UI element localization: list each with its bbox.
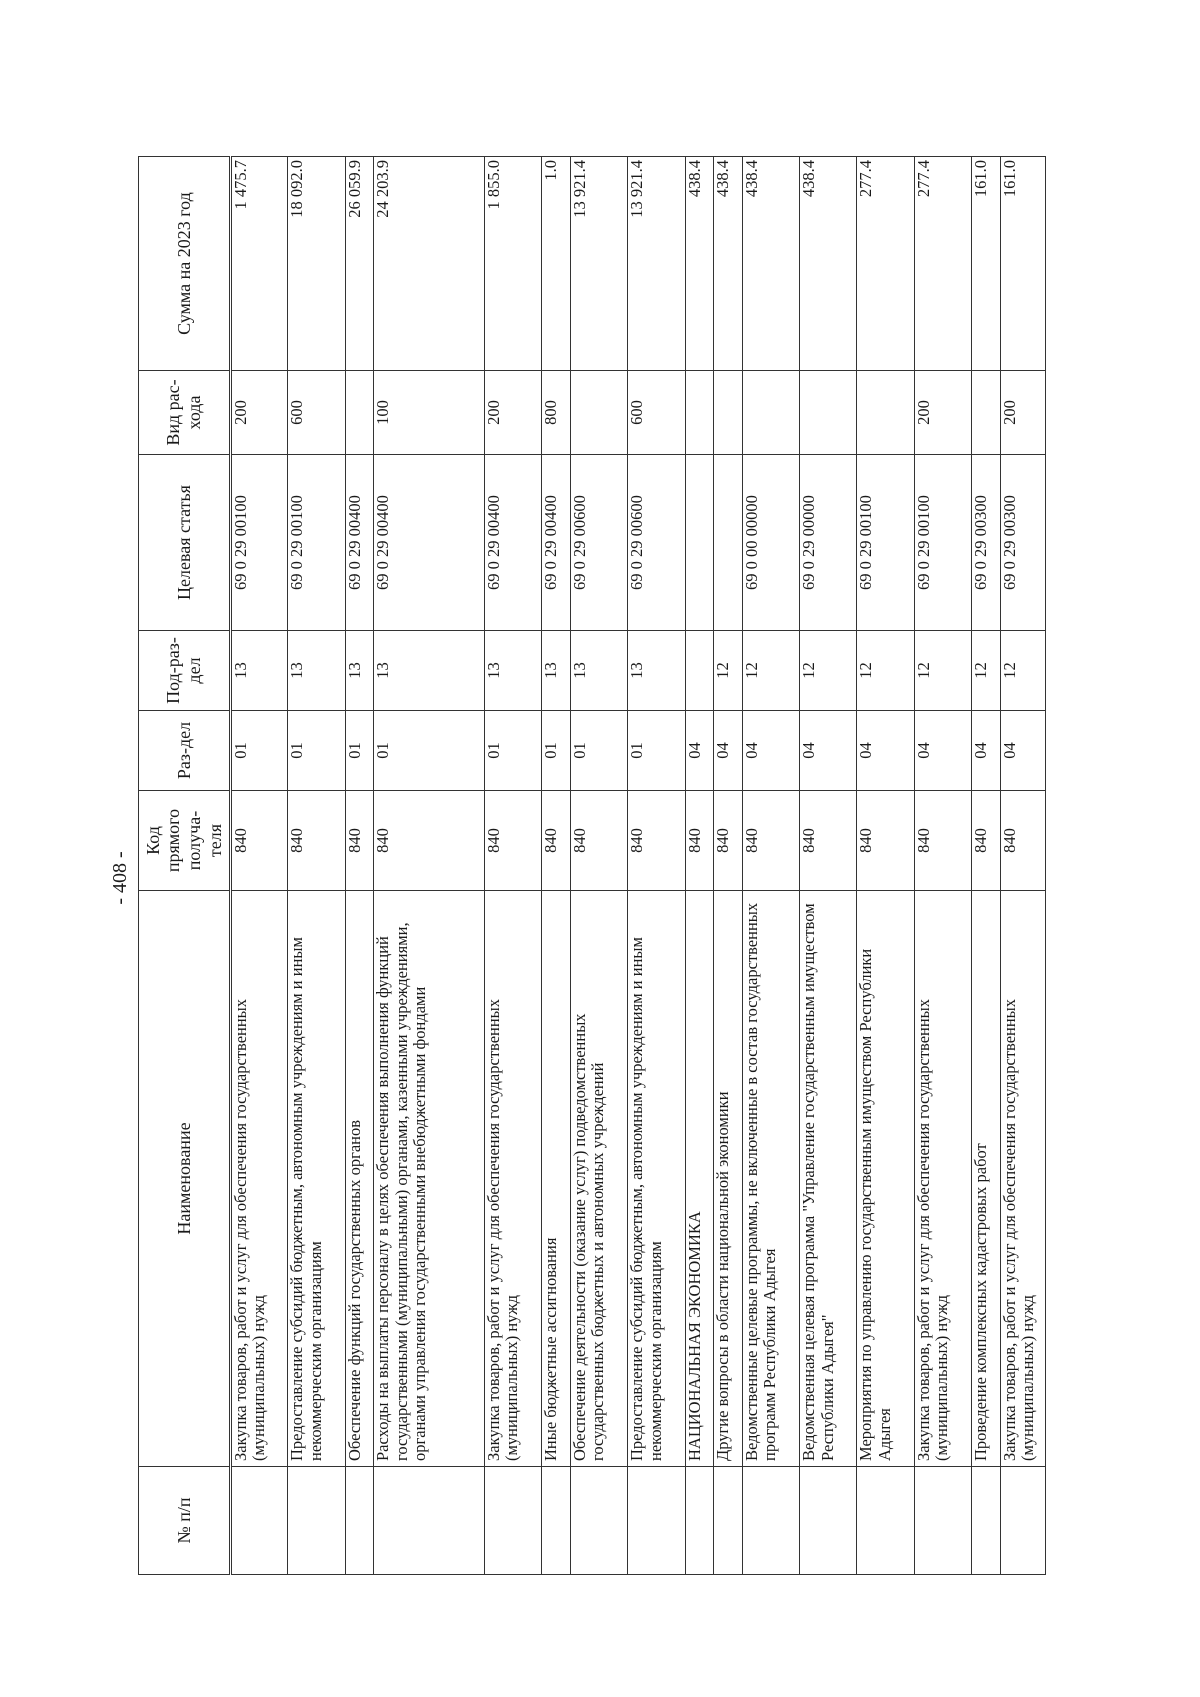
- cell-podrazdel: 13: [231, 631, 288, 711]
- table-row: [742, 157, 799, 1575]
- cell-num: [685, 1467, 714, 1575]
- cell-sum: 1.0: [542, 157, 571, 371]
- cell-podrazdel: 13: [288, 631, 345, 711]
- cell-razdel: 01: [288, 711, 345, 791]
- cell-num: [288, 1467, 345, 1575]
- cell-vid: 600: [628, 371, 685, 455]
- cell-name: НАЦИОНАЛЬНАЯ ЭКОНОМИКА: [685, 891, 714, 1467]
- cell-num: [628, 1467, 685, 1575]
- cell-code: 840: [914, 791, 971, 891]
- cell-vid: [345, 371, 374, 455]
- table-row: [914, 157, 971, 1575]
- cell-sum: 18 092.0: [288, 157, 345, 371]
- cell-razdel: 04: [972, 711, 1001, 791]
- cell-podrazdel: 12: [742, 631, 799, 711]
- cell-razdel: 01: [628, 711, 685, 791]
- cell-name: Ведомственная целевая программа "Управление государственным имуществом Республики Адыгея": [800, 891, 857, 1467]
- cell-name: Предоставление субсидий бюджетным, автономным учреждениям и иным некоммерческим организациям: [288, 891, 345, 1467]
- cell-target: 69 0 29 00100: [231, 455, 288, 631]
- table-row: [231, 157, 288, 1575]
- cell-sum: 13 921.4: [628, 157, 685, 371]
- cell-target: 69 0 29 00300: [1000, 455, 1045, 631]
- header-code: Код прямого получа-теля: [139, 791, 231, 891]
- cell-num: [857, 1467, 914, 1575]
- table-row: [714, 157, 743, 1575]
- cell-code: 840: [685, 791, 714, 891]
- cell-podrazdel: [685, 631, 714, 711]
- cell-num: [914, 1467, 971, 1575]
- cell-sum: 438.4: [742, 157, 799, 371]
- cell-sum: 161.0: [972, 157, 1001, 371]
- cell-podrazdel: 13: [345, 631, 374, 711]
- cell-razdel: 01: [542, 711, 571, 791]
- header-target: Целевая статья: [139, 455, 231, 631]
- cell-code: 840: [570, 791, 627, 891]
- header-razdel: Раз-дел: [139, 711, 231, 791]
- cell-num: [714, 1467, 743, 1575]
- cell-vid: 100: [374, 371, 485, 455]
- cell-podrazdel: 13: [542, 631, 571, 711]
- cell-sum: 161.0: [1000, 157, 1045, 371]
- cell-podrazdel: 12: [714, 631, 743, 711]
- cell-code: 840: [1000, 791, 1045, 891]
- cell-podrazdel: 13: [374, 631, 485, 711]
- cell-target: 69 0 29 00400: [374, 455, 485, 631]
- page-number: - 408 -: [108, 851, 131, 905]
- cell-num: [345, 1467, 374, 1575]
- cell-code: 840: [231, 791, 288, 891]
- cell-name: Закупка товаров, работ и услуг для обеспечения государственных (муниципальных) нужд: [914, 891, 971, 1467]
- cell-vid: 200: [1000, 371, 1045, 455]
- cell-code: 840: [742, 791, 799, 891]
- cell-podrazdel: 12: [800, 631, 857, 711]
- cell-name: Обеспечение функций государственных органов: [345, 891, 374, 1467]
- cell-num: [1000, 1467, 1045, 1575]
- cell-code: 840: [345, 791, 374, 891]
- cell-razdel: 01: [231, 711, 288, 791]
- cell-target: 69 0 00 00000: [742, 455, 799, 631]
- cell-podrazdel: 13: [570, 631, 627, 711]
- cell-podrazdel: 13: [484, 631, 541, 711]
- cell-vid: 200: [484, 371, 541, 455]
- cell-num: [972, 1467, 1001, 1575]
- cell-num: [570, 1467, 627, 1575]
- cell-target: 69 0 29 00100: [288, 455, 345, 631]
- cell-podrazdel: 13: [628, 631, 685, 711]
- cell-code: 840: [542, 791, 571, 891]
- cell-name: Иные бюджетные ассигнования: [542, 891, 571, 1467]
- table-header-row: [139, 157, 231, 1575]
- cell-vid: [570, 371, 627, 455]
- cell-razdel: 01: [345, 711, 374, 791]
- cell-target: [685, 455, 714, 631]
- cell-target: [714, 455, 743, 631]
- table-row: [288, 157, 345, 1575]
- cell-sum: 438.4: [685, 157, 714, 371]
- cell-num: [542, 1467, 571, 1575]
- cell-target: 69 0 29 00400: [345, 455, 374, 631]
- table-body: [231, 157, 1046, 1575]
- cell-target: 69 0 29 00100: [857, 455, 914, 631]
- cell-razdel: 01: [484, 711, 541, 791]
- table-row: [484, 157, 541, 1575]
- cell-code: 840: [800, 791, 857, 891]
- cell-code: 840: [374, 791, 485, 891]
- cell-target: 69 0 29 00100: [914, 455, 971, 631]
- cell-razdel: 01: [374, 711, 485, 791]
- cell-code: 840: [714, 791, 743, 891]
- cell-sum: 24 203.9: [374, 157, 485, 371]
- table-row: [374, 157, 485, 1575]
- cell-code: 840: [628, 791, 685, 891]
- table-row: [857, 157, 914, 1575]
- cell-sum: 13 921.4: [570, 157, 627, 371]
- cell-vid: 800: [542, 371, 571, 455]
- cell-name: Расходы на выплаты персоналу в целях обеспечения выполнения функций государственными (муниципальными) органами, казенными учреждениями, органами управления государственными внебюджетными фондами: [374, 891, 485, 1467]
- cell-num: [800, 1467, 857, 1575]
- cell-razdel: 04: [742, 711, 799, 791]
- cell-name: Проведение комплексных кадастровых работ: [972, 891, 1001, 1467]
- cell-razdel: 04: [914, 711, 971, 791]
- cell-target: 69 0 29 00600: [570, 455, 627, 631]
- table-row: [1000, 157, 1045, 1575]
- cell-razdel: 04: [1000, 711, 1045, 791]
- cell-sum: 1 475.7: [231, 157, 288, 371]
- cell-code: 840: [972, 791, 1001, 891]
- cell-target: 69 0 29 00000: [800, 455, 857, 631]
- cell-sum: 26 059.9: [345, 157, 374, 371]
- table-row: [345, 157, 374, 1575]
- cell-sum: 277.4: [857, 157, 914, 371]
- cell-vid: 200: [914, 371, 971, 455]
- cell-name: Закупка товаров, работ и услуг для обеспечения государственных (муниципальных) нужд: [484, 891, 541, 1467]
- cell-num: [231, 1467, 288, 1575]
- header-sum: Сумма на 2023 год: [139, 157, 231, 371]
- cell-razdel: 04: [857, 711, 914, 791]
- header-name: Наименование: [139, 891, 231, 1467]
- cell-name: Обеспечение деятельности (оказание услуг) подведомственных государственных бюджетных и автономных учреждений: [570, 891, 627, 1467]
- cell-vid: [972, 371, 1001, 455]
- budget-table-rotated: [138, 157, 1046, 1575]
- cell-target: 69 0 29 00400: [484, 455, 541, 631]
- table-row: [800, 157, 857, 1575]
- table-row: [542, 157, 571, 1575]
- cell-num: [374, 1467, 485, 1575]
- cell-podrazdel: 12: [972, 631, 1001, 711]
- cell-code: 840: [484, 791, 541, 891]
- cell-podrazdel: 12: [914, 631, 971, 711]
- header-num: № п/п: [139, 1467, 231, 1575]
- header-podrazdel: Под-раз-дел: [139, 631, 231, 711]
- cell-name: Закупка товаров, работ и услуг для обеспечения государственных (муниципальных) нужд: [1000, 891, 1045, 1467]
- cell-podrazdel: 12: [1000, 631, 1045, 711]
- cell-name: Ведомственные целевые программы, не включенные в состав государственных программ Республики Адыгея: [742, 891, 799, 1467]
- cell-num: [484, 1467, 541, 1575]
- cell-razdel: 04: [685, 711, 714, 791]
- cell-razdel: 01: [570, 711, 627, 791]
- cell-vid: 600: [288, 371, 345, 455]
- cell-razdel: 04: [800, 711, 857, 791]
- cell-sum: 438.4: [714, 157, 743, 371]
- cell-name: Закупка товаров, работ и услуг для обеспечения государственных (муниципальных) нужд: [231, 891, 288, 1467]
- cell-vid: [685, 371, 714, 455]
- cell-code: 840: [288, 791, 345, 891]
- table-row: [570, 157, 627, 1575]
- cell-sum: 277.4: [914, 157, 971, 371]
- table-row: [628, 157, 685, 1575]
- cell-num: [742, 1467, 799, 1575]
- cell-vid: [857, 371, 914, 455]
- cell-vid: 200: [231, 371, 288, 455]
- table-row: [972, 157, 1001, 1575]
- cell-sum: 438.4: [800, 157, 857, 371]
- cell-sum: 1 855.0: [484, 157, 541, 371]
- cell-vid: [742, 371, 799, 455]
- cell-name: Предоставление субсидий бюджетным, автономным учреждениям и иным некоммерческим организациям: [628, 891, 685, 1467]
- cell-target: 69 0 29 00400: [542, 455, 571, 631]
- table-row: [685, 157, 714, 1575]
- cell-vid: [714, 371, 743, 455]
- cell-target: 69 0 29 00600: [628, 455, 685, 631]
- cell-name: Мероприятия по управлению государственным имуществом Республики Адыгея: [857, 891, 914, 1467]
- cell-code: 840: [857, 791, 914, 891]
- header-vid: Вид рас-хода: [139, 371, 231, 455]
- cell-name: Другие вопросы в области национальной экономики: [714, 891, 743, 1467]
- budget-table: [138, 156, 1046, 1575]
- cell-podrazdel: 12: [857, 631, 914, 711]
- cell-vid: [800, 371, 857, 455]
- cell-target: 69 0 29 00300: [972, 455, 1001, 631]
- cell-razdel: 04: [714, 711, 743, 791]
